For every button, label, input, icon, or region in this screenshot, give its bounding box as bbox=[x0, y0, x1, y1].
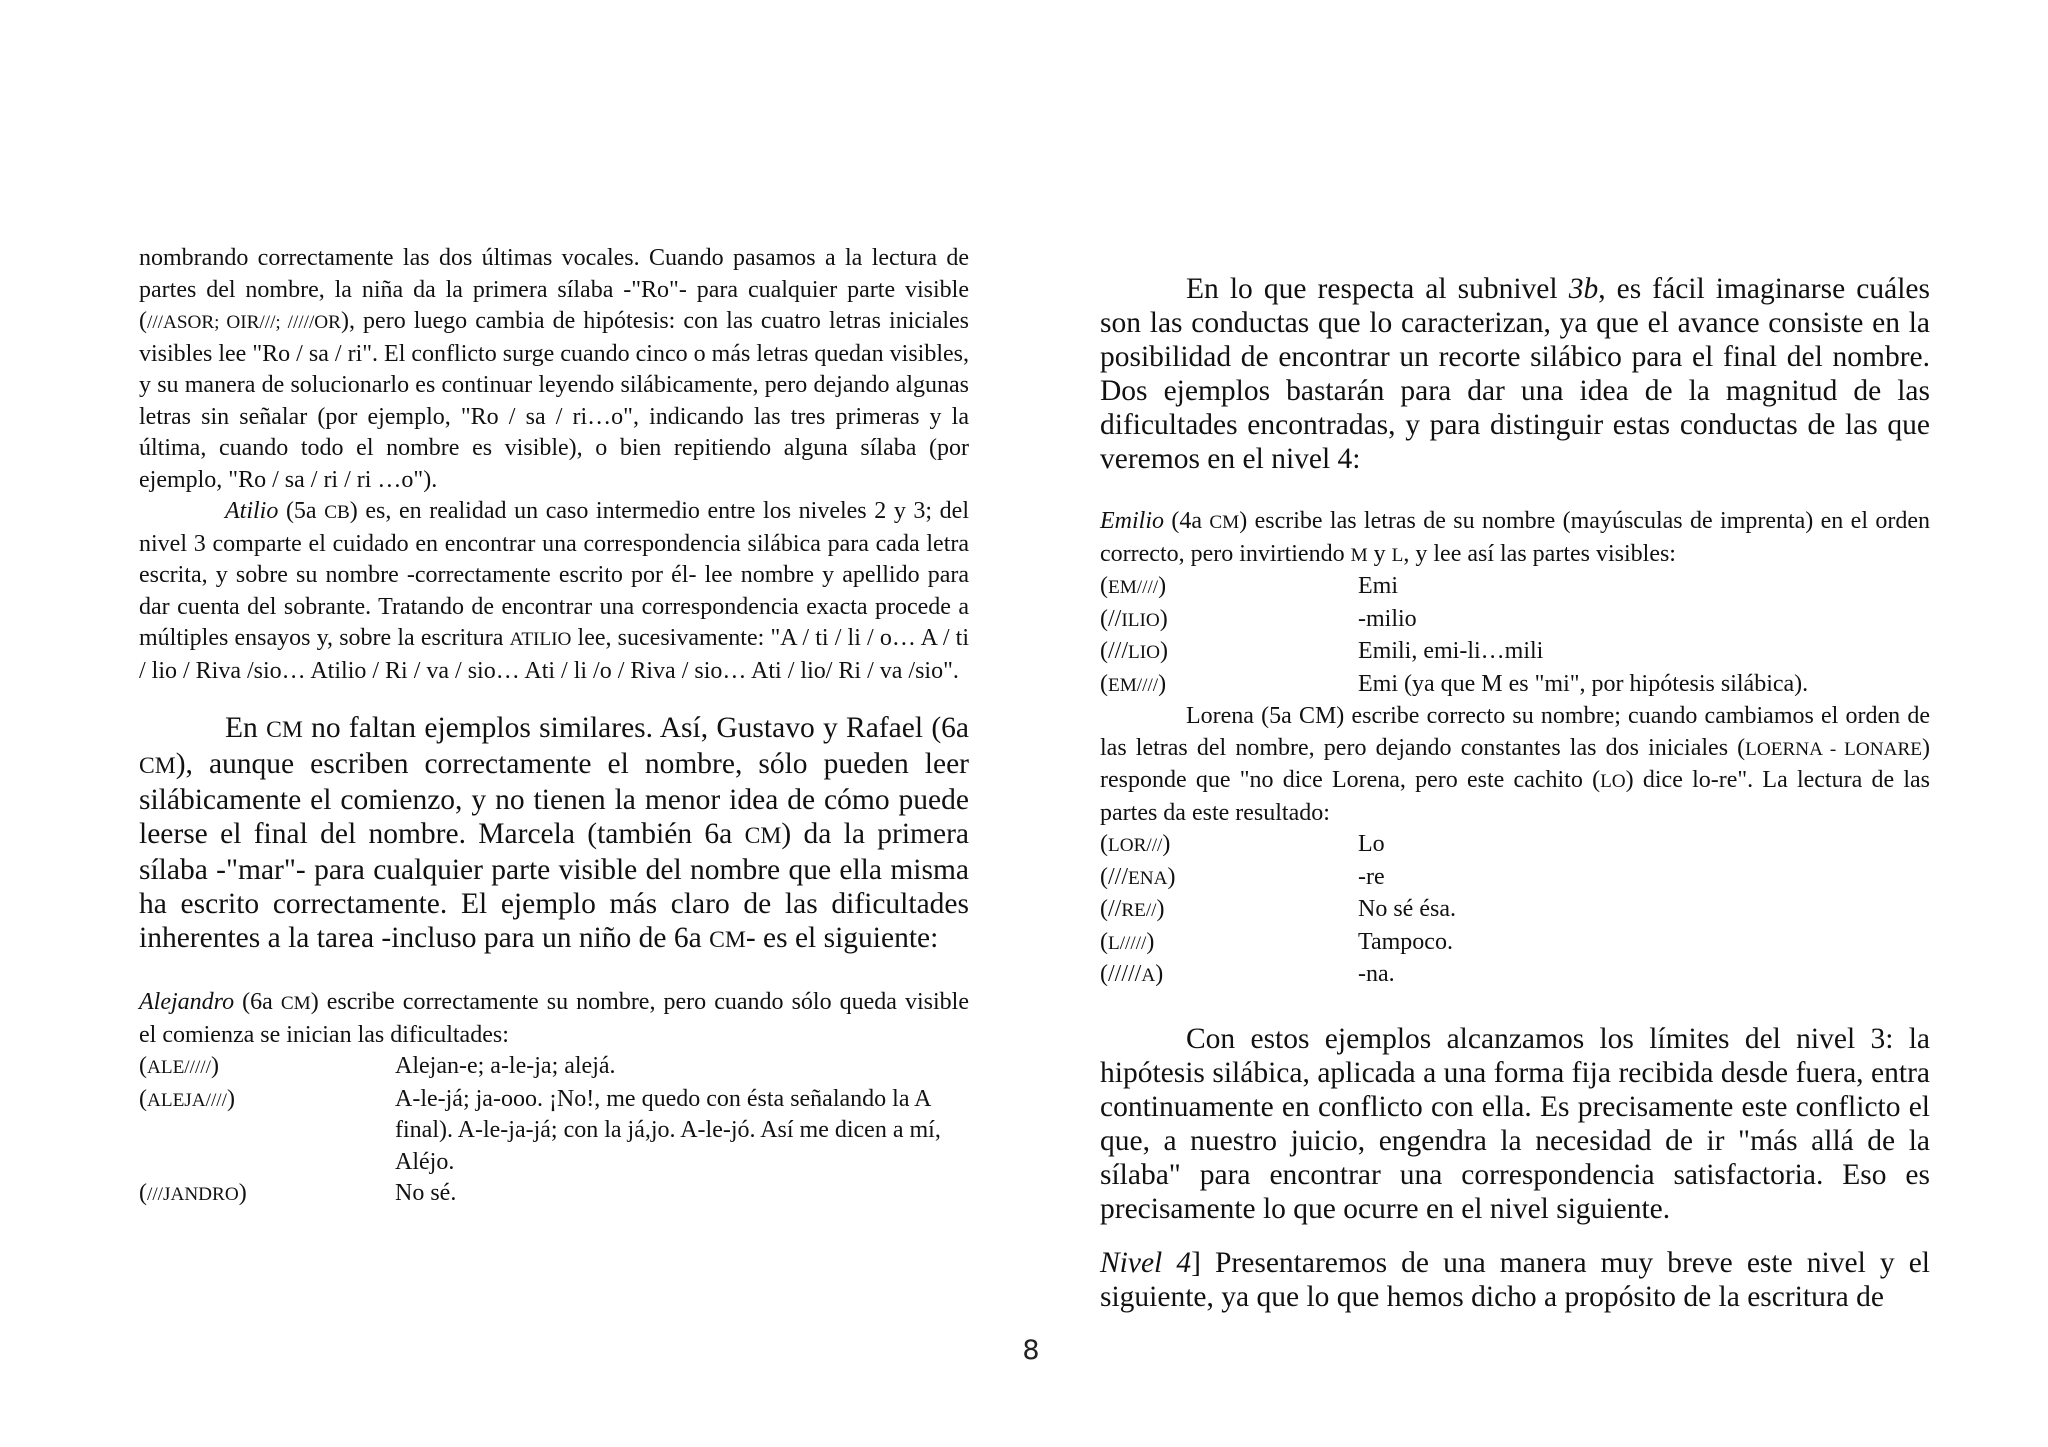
example-code: (///JANDRO) bbox=[139, 1180, 247, 1206]
example-reading: No sé. bbox=[395, 1180, 457, 1206]
smallcaps-run: LO bbox=[1600, 771, 1626, 792]
example-reading: Emi (ya que M es "mi", por hipótesis silábica). bbox=[1358, 670, 1809, 697]
paragraph bbox=[1100, 1246, 1930, 1314]
example-row bbox=[1100, 669, 1930, 702]
example-code: (//RE//) bbox=[1100, 896, 1165, 922]
example-row bbox=[1100, 959, 1930, 992]
italic-run: Emilio bbox=[1100, 508, 1164, 534]
smallcaps-run: CM bbox=[744, 823, 782, 849]
italic-run: Nivel 4 bbox=[1100, 1246, 1192, 1279]
example-row bbox=[1100, 571, 1930, 604]
text-run: ) responde que "no dice Lorena, pero este cachito ( bbox=[1100, 734, 1930, 793]
italic-run: Alejandro bbox=[139, 989, 235, 1015]
example-code: (/////A) bbox=[1100, 961, 1164, 987]
example-row bbox=[1100, 894, 1930, 927]
example-row bbox=[139, 1178, 969, 1211]
example-row bbox=[1100, 829, 1930, 862]
example-code: (ALEJA////) bbox=[139, 1085, 235, 1112]
smallcaps-run: CM bbox=[139, 753, 176, 779]
example-row bbox=[1100, 604, 1930, 637]
example-row bbox=[1100, 927, 1930, 960]
example-code: (EM////) bbox=[1100, 573, 1167, 599]
example-code: (EM////) bbox=[1100, 670, 1167, 697]
example-list bbox=[1100, 829, 1930, 992]
example-reading: No sé ésa. bbox=[1358, 896, 1456, 922]
text-run: ) dice lo-re". La lectura de las partes da este resultado: bbox=[1100, 767, 1930, 826]
italic-run: 3b bbox=[1568, 273, 1599, 305]
text-run: ) es, en realidad un caso intermedio entre los niveles 2 y 3; del nivel 3 comparte el cuidado en encontrar una correspondencia silábica para cada letra escrita, y sobre su nombre -correctamente escrito por él- lee nombre y apellido para dar cuenta del sobrante. Tratando de encontrar una correspondencia exacta procede a múltiples ensayos y, sobre la escritura bbox=[139, 498, 969, 651]
text-run: (6a bbox=[234, 989, 281, 1015]
example-row bbox=[1100, 862, 1930, 895]
paragraph bbox=[1100, 272, 1930, 476]
example-reading: Alejan-e; a-le-ja; alejá. bbox=[395, 1053, 616, 1079]
text-run: lee, sucesivamente: "A / ti / li / o… A / ti / lio / Riva /sio… Atilio / Ri / va / sio… Ati / li /o / Riva / sio… Ati / lio/ Ri / va /sio". bbox=[139, 625, 969, 684]
example-code: (//ILIO) bbox=[1100, 605, 1168, 632]
smallcaps-run: CM bbox=[709, 927, 746, 953]
example-list bbox=[1100, 571, 1930, 701]
paragraph bbox=[139, 711, 969, 957]
example-row bbox=[139, 1084, 969, 1179]
example-reading: -re bbox=[1358, 863, 1385, 890]
example-reading: -milio bbox=[1358, 605, 1417, 632]
example-code: (ALE/////) bbox=[139, 1053, 219, 1079]
example-reading: Emi bbox=[1358, 573, 1398, 599]
paragraph bbox=[139, 987, 969, 1051]
example-list bbox=[139, 1051, 969, 1211]
example-reading: Emili, emi-li…mili bbox=[1358, 638, 1544, 664]
text-run: Lorena (5a CM) escribe correcto su nombre; cuando cambiamos el orden de las letras del nombre, pero dejando constantes las dos iniciales ( bbox=[1100, 703, 1930, 761]
smallcaps-run: M bbox=[1350, 544, 1368, 566]
example-reading: Lo bbox=[1358, 831, 1385, 857]
text-run: En bbox=[225, 712, 267, 744]
text-run: ), pero luego cambia de hipótesis: con las cuatro letras iniciales visibles lee "Ro / sa / ri". El conflicto surge cuando cinco o más letras quedan visibles, y su manera de solucionarlo es continuar leyendo silábicamente, pero dejando algunas letras sin señalar (por ejemplo, "Ro / sa / ri…o", indicando las tres primeras y la última, cuando todo el nombre es visible), o bien repitiendo alguna sílaba (por ejemplo, "Ro / sa / ri / ri …o"). bbox=[139, 308, 970, 493]
example-code: (///ENA) bbox=[1100, 863, 1176, 890]
example-code: (///LIO) bbox=[1100, 638, 1168, 664]
example-reading: Tampoco. bbox=[1358, 928, 1453, 955]
page-number: 8 bbox=[1022, 1335, 1040, 1366]
example-row bbox=[139, 1051, 969, 1084]
text-run: y bbox=[1367, 540, 1392, 567]
left-column bbox=[139, 243, 969, 1211]
text-run: - es el siguiente: bbox=[745, 922, 939, 954]
example-row bbox=[1100, 636, 1930, 669]
text-run: no faltan ejemplos similares. Así, Gustavo y Rafael (6a bbox=[302, 712, 969, 744]
text-run: , y lee así las partes visibles: bbox=[1403, 540, 1676, 567]
example-reading: A-le-já; ja-ooo. ¡No!, me quedo con ésta señalando la A final). A-le-ja-já; con la já,jo. A-le-jó. Así me dicen a mí, Aléjo. bbox=[395, 1085, 941, 1175]
italic-run: Atilio bbox=[225, 498, 279, 524]
smallcaps-run: CM bbox=[266, 717, 303, 743]
paragraph bbox=[139, 496, 969, 687]
smallcaps-run: CM bbox=[280, 993, 311, 1014]
example-code: (LOR///) bbox=[1100, 831, 1171, 857]
smallcaps-run: CB bbox=[324, 502, 350, 523]
smallcaps-run: L bbox=[1391, 544, 1404, 566]
paragraph bbox=[1100, 1022, 1930, 1226]
text-run: , es fácil imaginarse cuáles son las conductas que lo caracterizan, ya que el avance consiste en la posibilidad de encontrar un recorte silábico para el final del nombre. Dos ejemplos bastarán para dar una idea de la magnitud de las dificultades encontradas, y para distinguir estas conductas de las que veremos en el nivel 4: bbox=[1100, 273, 1930, 475]
smallcaps-run: LOERNA - LONARE bbox=[1745, 738, 1922, 760]
smallcaps-run: ///ASOR; OIR///; /////OR bbox=[147, 312, 341, 333]
text-run: ) escribe las letras de su nombre (mayúsculas de imprenta) en el orden correcto, pero invirtiendo bbox=[1100, 508, 1930, 567]
text-run: (4a bbox=[1164, 508, 1210, 534]
smallcaps-run: CM bbox=[1209, 512, 1240, 533]
right-column bbox=[1100, 272, 1930, 1314]
text-run: En lo que respecta al subnivel bbox=[1186, 273, 1569, 305]
text-run: nombrando correctamente las dos últimas vocales. Cuando pasamos a la lectura de partes del nombre, la niña da la primera sílaba -"Ro"- para cualquier parte visible ( bbox=[139, 245, 969, 334]
text-run: ) escribe correctamente su nombre, pero cuando sólo queda visible el comienza se inician las dificultades: bbox=[139, 989, 969, 1048]
example-code: (L/////) bbox=[1100, 928, 1155, 955]
text-run: Con estos ejemplos alcanzamos los límites del nivel 3: la hipótesis silábica, aplicada a una forma fija recibida desde fuera, entra continuamente en conflicto con ella. Es precisamente este conflicto el que, a nuestro juicio, engendra la necesidad de ir "más allá de la sílaba" para encontrar una correspondencia satisfactoria. Eso es precisamente lo que ocurre en el nivel siguiente. bbox=[1100, 1022, 1930, 1225]
text-run: ] Presentaremos de una manera muy breve este nivel y el siguiente, ya que lo que hemos dicho a propósito de la escritura de bbox=[1100, 1246, 1930, 1313]
text-run: (5a bbox=[278, 498, 325, 524]
paragraph bbox=[1100, 701, 1930, 829]
smallcaps-run: ATILIO bbox=[509, 629, 572, 650]
text-run: ), aunque escriben correctamente el nombre, sólo pueden leer silábicamente el comienzo, y no tienen la menor idea de cómo puede leerse el final del nombre. Marcela (también 6a bbox=[139, 748, 969, 850]
example-reading: -na. bbox=[1358, 961, 1395, 987]
text-run: ) da la primera sílaba -"mar"- para cualquier parte visible del nombre que ella misma ha escrito correctamente. El ejemplo más claro de las dificultades inherentes a la tarea -incluso para un niño de 6a bbox=[139, 818, 969, 954]
paragraph bbox=[139, 243, 969, 496]
paragraph bbox=[1100, 506, 1930, 571]
